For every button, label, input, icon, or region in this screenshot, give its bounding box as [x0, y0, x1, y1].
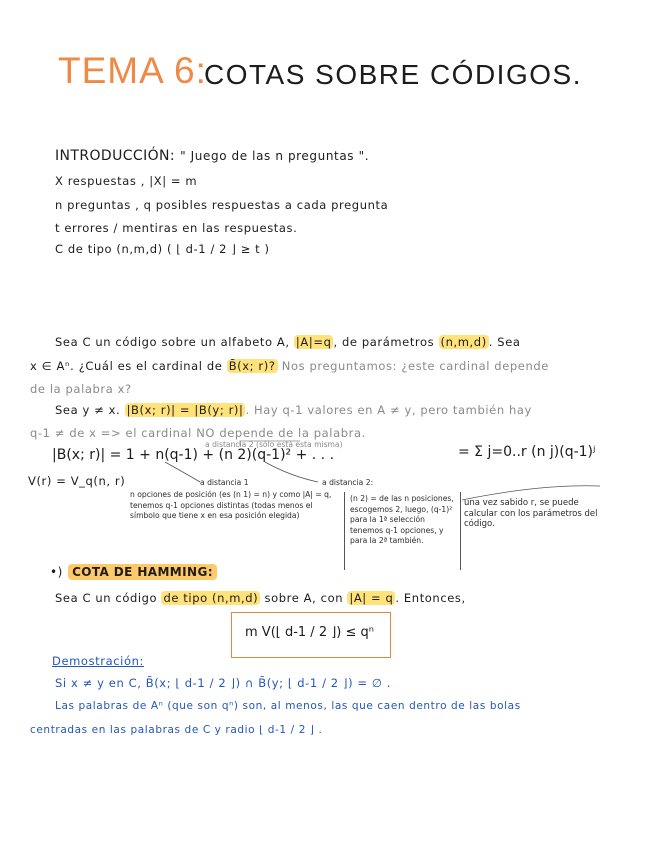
sec1-text: Sea C un código sobre un alfabeto A,	[55, 335, 290, 349]
note-dist-1: a distancia 1	[200, 478, 249, 487]
hamming-text: . Entonces,	[395, 591, 466, 605]
page-title: COTAS SOBRE CÓDIGOS.	[204, 59, 582, 90]
ball-cardinal-highlight: B̄(x; r)?	[228, 359, 276, 373]
sec1-question: Nos preguntamos: ¿este cardinal depende	[281, 359, 549, 373]
volume-definition: V(r) = V_q(n, r)	[28, 474, 126, 488]
intro-line-4: C de tipo (n,m,d) ( ⌊ d-1 / 2 ⌋ ≥ t )	[55, 242, 270, 256]
hamming-heading: COTA DE HAMMING:	[68, 564, 217, 580]
note-dist-top: a distancia 2 (sólo está esta misma)	[205, 440, 343, 449]
demo-line-2: Las palabras de Aⁿ (que son qⁿ) son, al menos, las que caen dentro de las bolas	[55, 700, 521, 712]
hamming-type-highlight: de tipo (n,m,d)	[163, 591, 259, 605]
note-right: una vez sabido r, se puede calcular con los parámetros del código.	[464, 498, 598, 529]
sec1-text: , de parámetros	[333, 335, 435, 349]
ball-formula: |B(x; r)| = 1 + n(q-1) + (n 2)(q-1)² + . . .	[52, 447, 335, 463]
sum-formula: = Σ j=0..r (n j)(q-1)ʲ	[458, 444, 596, 460]
title-tema: TEMA 6:	[58, 50, 207, 91]
alphabet-size-highlight: |A|=q	[295, 335, 332, 349]
intro-line-2: n preguntas , q posibles respuestas a cada pregunta	[55, 198, 389, 212]
sec1-text: . Sea	[488, 335, 521, 349]
hamming-heading-row	[50, 561, 217, 580]
note-mid: (n 2) = de las n posiciones, escogemos 2, luego, (q-1)² para la 1ª selección tenemos q-1 opciones, y para la 2ª también.	[350, 494, 454, 545]
sec1-line-5: q-1 ≠ de x => el cardinal NO depende de la palabra.	[30, 426, 366, 440]
note-left: n opciones de posición (es (n 1) = n) y como |A| = q, tenemos q-1 opciones distintas (todas menos el símbolo que tiene x en esa posición elegida)	[130, 490, 332, 520]
demo-line-3: centradas en las palabras de C y radio ⌊ d-1 / 2 ⌋ .	[30, 724, 323, 736]
hamming-bound-formula: m V(⌊ d-1 / 2 ⌋) ≤ qⁿ	[245, 625, 374, 640]
equal-cardinal-highlight: |B(x; r)| = |B(y; r)|	[126, 403, 244, 417]
intro-line-3: t errores / mentiras en las respuestas.	[55, 221, 298, 235]
hamming-text: Sea C un código	[55, 591, 158, 605]
demo-line-1: Si x ≠ y en C, B̄(x; ⌊ d-1 / 2 ⌋) ∩ B̄(y; ⌊ d-1 / 2 ⌋) = ∅ .	[55, 676, 392, 690]
note-dist-2: a distancia 2:	[322, 478, 374, 487]
params-highlight: (n,m,d)	[440, 335, 487, 349]
sec1-text: x ∈ Aⁿ. ¿Cuál es el cardinal de	[30, 359, 223, 373]
hamming-alphabet-highlight: |A| = q	[349, 591, 394, 605]
sec1-line-3: de la palabra x?	[30, 382, 132, 396]
intro-heading-rest: " Juego de las n preguntas ".	[180, 149, 370, 163]
hamming-statement	[55, 591, 466, 605]
sec1-gray-text: . Hay q-1 valores en A ≠ y, pero también hay	[245, 403, 532, 417]
hamming-text: sobre A, con	[264, 591, 344, 605]
demo-heading: Demostración:	[52, 654, 144, 668]
intro-heading: INTRODUCCIÓN:	[55, 148, 176, 164]
bullet-icon: •)	[50, 565, 63, 579]
sec1-text: Sea y ≠ x.	[55, 403, 121, 417]
intro-line-1: X respuestas , |X| = m	[55, 174, 198, 188]
